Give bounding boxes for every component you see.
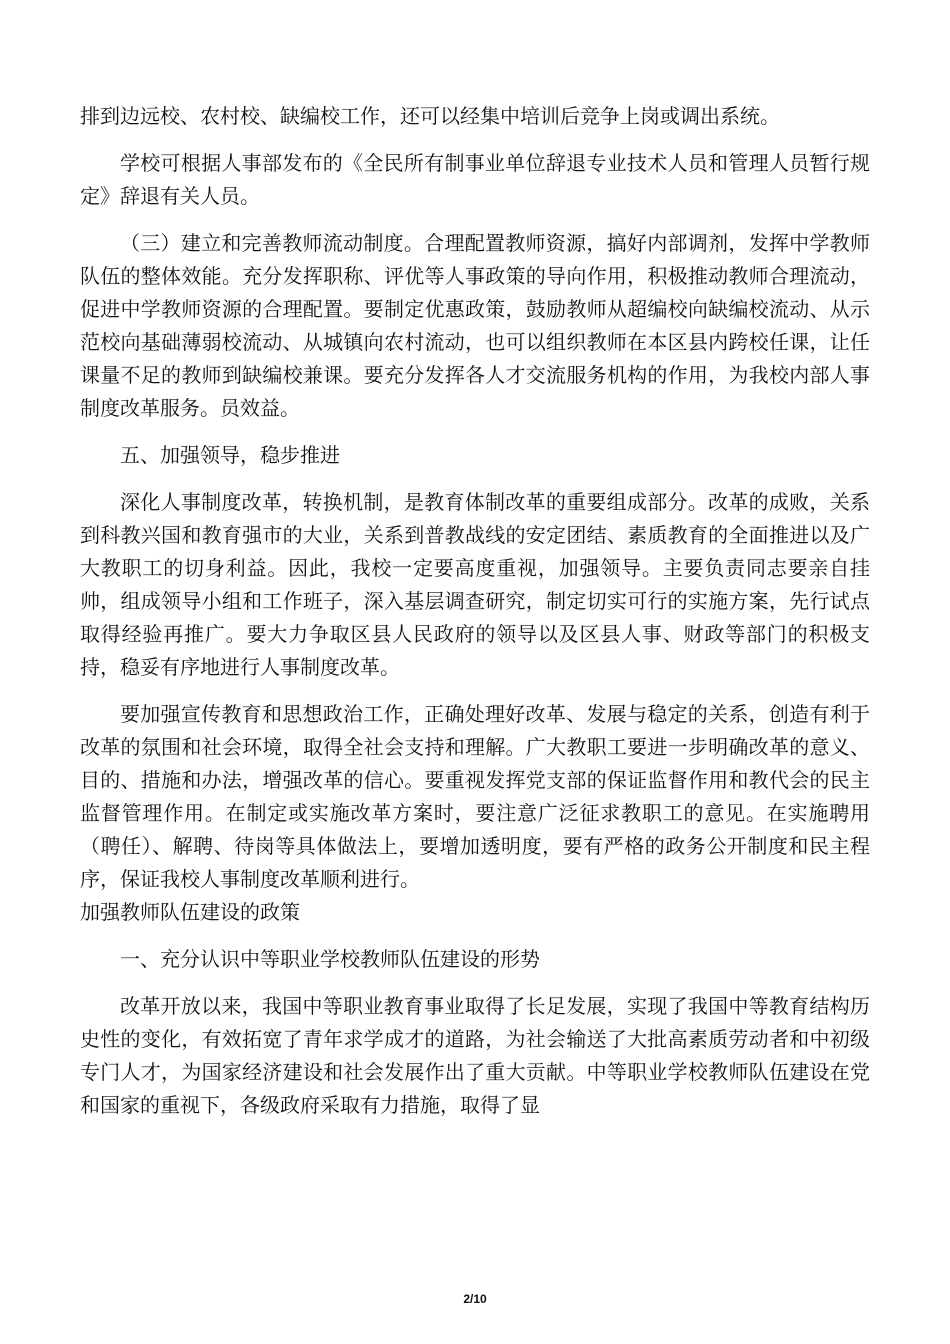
- document-subtitle: 加强教师队伍建设的政策: [80, 900, 300, 924]
- page-number: 2/10: [463, 1292, 487, 1306]
- section-heading-1: 一、充分认识中等职业学校教师队伍建设的形势: [120, 947, 540, 971]
- section-heading-5: 五、加强领导，稳步推进: [120, 443, 340, 467]
- document-body: [80, 100, 870, 1136]
- paragraph-5: 深化人事制度改革，转换机制，是教育体制改革的重要组成部分。改革的成败，关系到科教兴国和教育强市的大业，关系到普教战线的安定团结、素质教育的全面推进以及广大教职工的切身利益。因此，我校一定要高度重视，加强领导。主要负责同志要亲自挂帅，组成领导小组和工作班子，深入基层调查研究，制定切实可行的实施方案，先行试点取得经验再推广。要大力争取区县人民政府的领导以及区县人事、财政等部门的积极支持，稳妥有序地进行人事制度改革。: [80, 490, 870, 679]
- paragraph-2: 学校可根据人事部发布的《全民所有制事业单位辞退专业技术人员和管理人员暂行规定》辞退有关人员。: [80, 151, 870, 208]
- paragraph-3: （三）建立和完善教师流动制度。合理配置教师资源，搞好内部调剂，发挥中学教师队伍的整体效能。充分发挥职称、评优等人事政策的导向作用，积极推动教师合理流动，促进中学教师资源的合理配置。要制定优惠政策，鼓励教师从超编校向缺编校流动、从示范校向基础薄弱校流动、从城镇向农村流动，也可以组织教师在本区县内跨校任课，让任课量不足的教师到缺编校兼课。要充分发挥各人才交流服务机构的作用，为我校内部人事制度改革服务。员效益。: [80, 231, 870, 420]
- paragraph-6: 要加强宣传教育和思想政治工作，正确处理好改革、发展与稳定的关系，创造有利于改革的氛围和社会环境，取得全社会支持和理解。广大教职工要进一步明确改革的意义、目的、措施和办法，增强改革的信心。要重视发挥党支部的保证监督作用和教代会的民主监督管理作用。在制定或实施改革方案时，要注意广泛征求教职工的意见。在实施聘用（聘任）、解聘、待岗等具体做法上，要增加透明度，要有严格的政务公开制度和民主程序，保证我校人事制度改革顺利进行。: [80, 702, 870, 891]
- paragraph-1: 排到边远校、农村校、缺编校工作，还可以经集中培训后竞争上岗或调出系统。: [80, 104, 780, 128]
- paragraph-9: 改革开放以来，我国中等职业教育事业取得了长足发展，实现了我国中等教育结构历史性的变化，有效拓宽了青年求学成才的道路，为社会输送了大批高素质劳动者和中初级专门人才，为国家经济建设和社会发展作出了重大贡献。中等职业学校教师队伍建设在党和国家的重视下，各级政府采取有力措施，取得了显: [80, 994, 870, 1117]
